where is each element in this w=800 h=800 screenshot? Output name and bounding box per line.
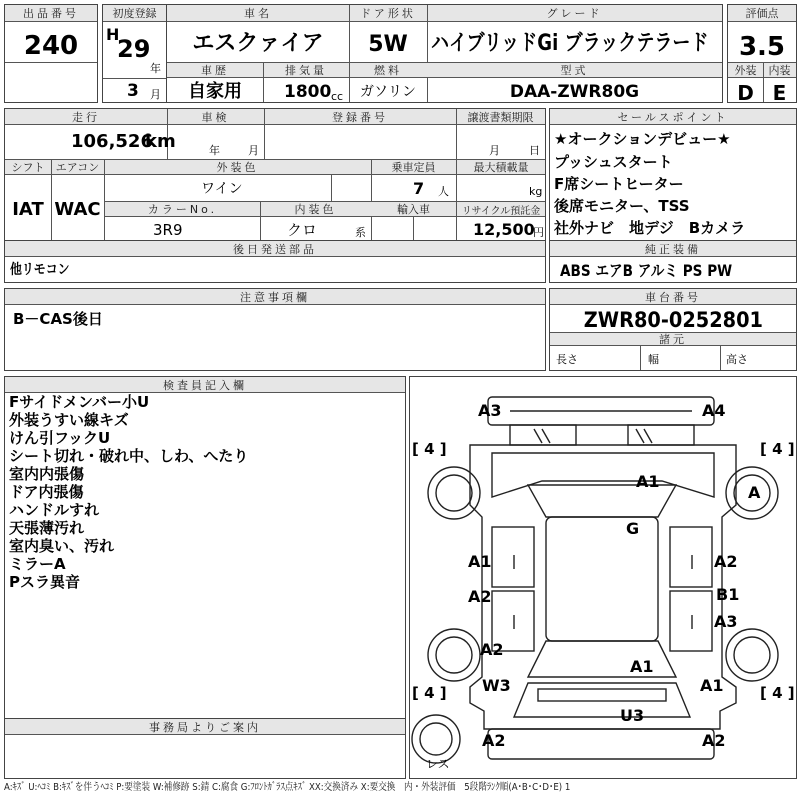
sales-point-4: 後席モニター、TSS — [554, 197, 690, 215]
lot-label: 出品番号 — [5, 5, 97, 22]
divider — [371, 160, 372, 240]
notes-box — [4, 288, 546, 371]
score-box — [727, 4, 797, 103]
inspector-line: 天張薄汚れ — [9, 519, 85, 537]
roof — [546, 517, 658, 641]
inspector-line: 外装うすい線キズ — [9, 411, 129, 429]
displacement-value: 1800 — [284, 82, 332, 102]
chassis-label: 車台番号 — [550, 289, 796, 305]
sales-point-1: ★オークションデビュー★ — [554, 130, 731, 148]
int-color-label: 内装色 — [260, 202, 371, 217]
spec-height: 高さ — [726, 353, 748, 366]
later-parts-label: 後日発送部品 — [5, 241, 545, 257]
spec-length: 長さ — [556, 353, 578, 366]
chassis-number — [550, 310, 796, 331]
max-load-label: 最大積載量 — [457, 160, 545, 175]
legend — [4, 783, 663, 793]
grade-text: ハイブリッドGi ブラックテラード — [431, 31, 709, 56]
history-value: 自家用 — [188, 81, 242, 102]
int-color-unit: 系 — [355, 226, 366, 239]
ext-color-label: 外装色 — [104, 160, 371, 175]
divider — [104, 160, 105, 240]
interior-grade: E — [772, 81, 787, 105]
shaken-label: 車検 — [167, 109, 264, 125]
history-label: 車歴 — [167, 63, 263, 78]
transfer-day-unit: 日 — [529, 144, 540, 157]
divider — [260, 202, 261, 240]
damage-code: A2 — [480, 640, 504, 659]
model-code-label: 型式 — [427, 63, 722, 78]
era-letter: H — [106, 25, 120, 44]
divider — [5, 62, 97, 63]
damage-code: A1 — [700, 676, 724, 695]
door-right-front — [670, 527, 712, 587]
divider — [103, 78, 166, 79]
grade-value — [431, 33, 721, 55]
interior-grade-label: 内装 — [763, 63, 796, 78]
door-right-rear — [670, 591, 712, 651]
later-parts-box — [4, 240, 546, 283]
details-box — [4, 108, 546, 241]
inspector-line: 室内臭い、汚れ — [9, 537, 115, 555]
inspector-line: ドア内張傷 — [9, 483, 84, 501]
equipment-label: 純正装備 — [550, 241, 796, 257]
mileage-label: 走行 — [5, 109, 167, 125]
rear-plate-area — [538, 689, 666, 701]
specs-label: 諸元 — [550, 332, 796, 346]
month-unit: 月 — [150, 88, 161, 101]
damage-code: A1 — [636, 472, 660, 491]
color-no-value: 3R9 — [153, 221, 183, 239]
inspector-box — [4, 376, 406, 719]
import-label: 輸入車 — [371, 202, 456, 217]
damage-code: A1 — [630, 657, 654, 676]
rear-window — [528, 641, 676, 677]
damage-code: A1 — [468, 552, 492, 571]
first-registration-label: 初度登録 — [103, 5, 166, 22]
front-grille-left — [510, 425, 576, 445]
wheel-front-left-inner — [436, 475, 472, 511]
shaken-month-unit: 月 — [248, 144, 259, 157]
shaken-year-unit: 年 — [209, 144, 220, 157]
sales-point-3: F席シートヒーター — [554, 175, 684, 193]
divider — [263, 63, 264, 102]
score-value: 3.5 — [738, 32, 786, 62]
wheel-rear-right-inner — [734, 637, 770, 673]
damage-code: [ 4 ] — [412, 440, 447, 458]
ext-color-value: ワイン — [201, 181, 243, 197]
transfer-month-unit: 月 — [489, 144, 500, 157]
front-grille-right — [628, 425, 694, 445]
spec-width: 幅 — [648, 353, 659, 366]
office-label: 事務局よりご案内 — [5, 719, 405, 735]
lot-number: 240 — [23, 31, 79, 61]
sales-points-box — [549, 108, 797, 241]
damage-code: [ 4 ] — [412, 684, 447, 702]
aircon-label: エアコン — [51, 160, 104, 175]
displacement-unit: cc — [331, 90, 344, 103]
damage-code: [ 4 ] — [760, 440, 795, 458]
damage-code: [ 4 ] — [760, 684, 795, 702]
capacity-label: 乗車定員 — [371, 160, 456, 175]
inspector-line: ミラーA — [9, 555, 66, 573]
equipment-text: ABS エアB アルミ PS PW — [560, 261, 733, 280]
damage-code: B1 — [716, 585, 740, 604]
spare-wheel — [412, 715, 460, 763]
inspector-line: シート切れ・破れ中、しわ、へたり — [9, 447, 249, 465]
recycle-label: リサイクル預託金 — [457, 202, 545, 217]
fuel-value: ガソリン — [360, 84, 416, 100]
recycle-unit: 円 — [533, 226, 544, 239]
transfer-deadline-label: 譲渡書類期限 — [456, 109, 545, 125]
damage-code: A3 — [478, 401, 502, 420]
divider — [331, 175, 332, 201]
equipment-value — [560, 263, 763, 279]
damage-code: A2 — [482, 731, 506, 750]
score-label: 評価点 — [728, 5, 796, 22]
fuel-label: 燃料 — [349, 63, 427, 78]
damage-code: A2 — [714, 552, 738, 571]
damage-diagram — [409, 376, 797, 779]
year-unit: 年 — [150, 62, 161, 75]
registration-month: 3 — [127, 81, 139, 101]
displacement-label: 排気量 — [263, 63, 349, 78]
damage-code: A3 — [714, 612, 738, 631]
equipment-box — [549, 240, 797, 283]
inspector-line: ハンドルすれ — [9, 501, 100, 519]
inspector-line: Pスラ異音 — [9, 573, 80, 591]
inspector-line: Fサイドメンバー小U — [9, 393, 150, 411]
vehicle-info-box — [166, 4, 723, 103]
color-no-label: カラーNo. — [105, 202, 260, 217]
chassis-box — [549, 288, 797, 371]
int-color-value: クロ — [287, 221, 318, 239]
office-box — [4, 718, 406, 779]
car-name-label: 車名 — [167, 5, 349, 22]
rear-gate — [514, 683, 690, 717]
grade-label: グレード — [427, 5, 722, 22]
door-type: 5W — [368, 32, 408, 57]
mileage-value: 106,526 — [71, 131, 153, 152]
later-parts-text: 他リモコン — [10, 262, 70, 278]
aircon-value: WAC — [54, 199, 101, 220]
divider — [413, 217, 414, 240]
capacity-unit: 人 — [438, 185, 449, 198]
chassis-number-text: ZWR80-0252801 — [583, 308, 763, 332]
inspector-line: 室内内張傷 — [9, 465, 85, 483]
first-registration-box — [102, 4, 167, 103]
registration-year: 29 — [117, 35, 151, 63]
divider — [264, 109, 265, 159]
divider — [720, 346, 721, 370]
sales-point-5: 社外ナビ 地デジ Bカメラ — [554, 219, 746, 237]
sales-point-2: プッシュスタート — [554, 153, 673, 171]
lot-box — [4, 4, 98, 103]
sales-points-label: セールスポイント — [550, 109, 796, 125]
door-label: ドア形状 — [349, 5, 427, 22]
hood — [492, 453, 714, 497]
damage-code: A2 — [468, 587, 492, 606]
exterior-grade: D — [737, 81, 754, 105]
model-code: DAA-ZWR80G — [509, 82, 640, 102]
inspector-line: けん引フックU — [9, 429, 111, 447]
exterior-grade-label: 外装 — [728, 63, 763, 78]
door-left-front — [492, 527, 534, 587]
damage-code: A4 — [702, 401, 726, 420]
mileage-unit: km — [145, 131, 176, 152]
damage-code: G — [626, 519, 640, 538]
divider — [640, 346, 641, 370]
damage-code: A — [748, 483, 761, 502]
capacity-value: 7 — [413, 179, 425, 198]
grille-lines — [534, 429, 652, 443]
damage-code: U3 — [620, 706, 645, 725]
rear-bumper — [488, 729, 714, 759]
inspector-label: 検査員記入欄 — [5, 377, 405, 393]
recycle-value: 12,500 — [473, 220, 535, 239]
damage-code: レス — [426, 757, 450, 771]
spare-wheel-inner — [420, 723, 452, 755]
car-outline — [410, 377, 796, 778]
wheel-rear-left-inner — [436, 637, 472, 673]
notes-value: B－CAS後日 — [13, 310, 103, 328]
damage-code: A2 — [702, 731, 726, 750]
shift-value: IAT — [12, 199, 44, 220]
divider — [51, 160, 52, 240]
damage-code: W3 — [482, 676, 511, 695]
shift-label: シフト — [5, 160, 51, 175]
later-parts-value — [10, 263, 80, 277]
legend-text: A:ｷｽﾞ U:ﾍｺﾐ B:ｷｽﾞを伴うﾍｺﾐ P:要塗装 W:補修跡 S:錆 C:腐食 G:ﾌﾛﾝﾄｶﾞﾗｽ点ｷｽﾞ XX:交換済み X:要交換 内・外装評価 5段階ﾗﾝｸ順(A･B･C･D･E) 1 — [4, 782, 571, 793]
max-load-unit: kg — [529, 185, 543, 198]
car-name: エスクァイア — [192, 31, 324, 56]
notes-label: 注意事項欄 — [5, 289, 545, 305]
plate-label: 登録番号 — [264, 109, 456, 125]
